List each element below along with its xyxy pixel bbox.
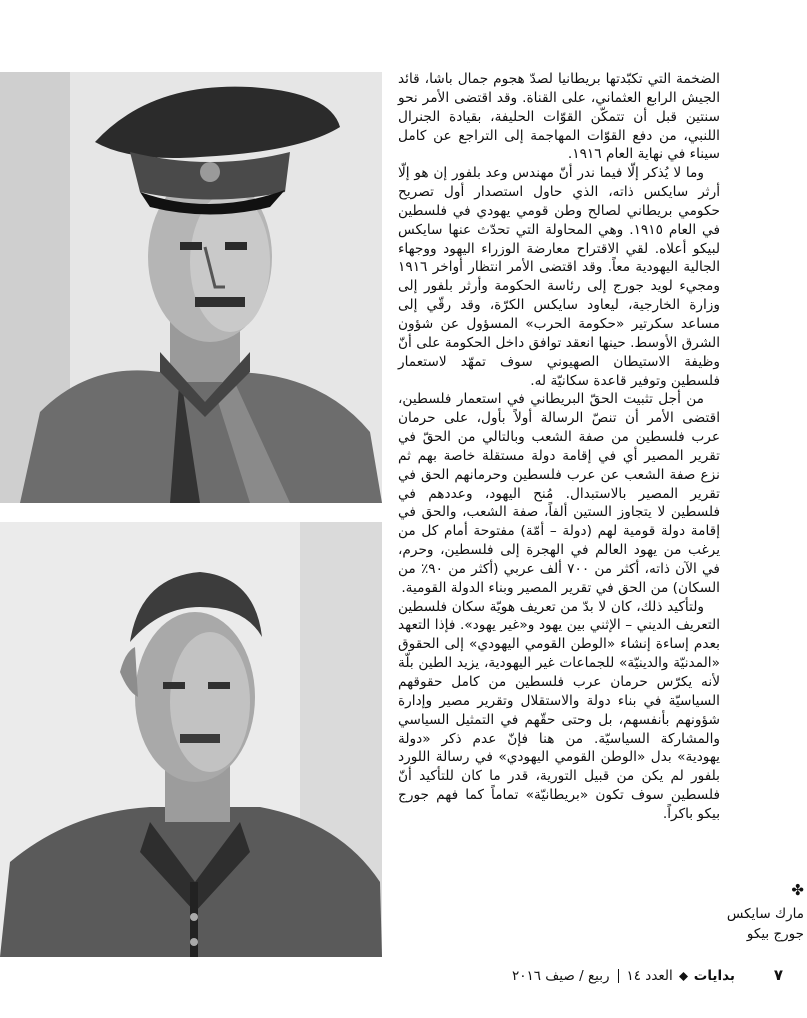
article-paragraph: من أجل تثبيت الحقّ البريطاني في استعمار فلسطين، اقتضى الأمر أن تنصّ الرسالة أولاً بأول، على حرمان عرب فلسطين من صفة الشعب وبالتالي من الحقّ في تقرير المصير أي في إقامة دولة مستقلة خاصة بهم ثم نزع صفة الشعب عن عرب فلسطين وحرمانهم الحق في تقرير المصير بالاستبدال. مُنح اليهود، وعددهم في فلسطين لا يتجاوز الستين ألفاً، صفة الشعب، والحق في إقامة دولة قومية لهم (دولة – أمّة) مفتوحة أمام كل من يرغب من يهود العالم في الهجرة إلى فلسطين، وحرم، في الآن ذاته، أكثر من ٧٠٠ ألف عربي (أكثر من ٩٠٪ من السكان) من الحق في تقرير المصير وبناء الدولة القومية. <box>398 391 720 596</box>
issue-season: ربيع / صيف ٢٠١٦ <box>512 968 610 984</box>
diamond-separator-icon <box>679 972 688 981</box>
portrait-halftone-top <box>0 72 382 503</box>
caption-line-picot: جورج بيكو <box>746 926 804 942</box>
article-paragraph: وما لا يُذكر إلّا فيما ندر أنّ مهندس وعد بلفور إن هو إلّا أرثر سايكس ذاته، الذي حاول استصدار أول تصريح حكومي بريطاني لصالح وطن قومي يهودي في فلسطين في العام ١٩١٥. وهي المحاولة التي تحدّث عنها سايكس لبيكو أعلاه. لقي الاقتراح معارضة الوزراء اليهود ووجهاء الجالية اليهودية معاً. وقد اقتضى الأمر انتظار أواخر ١٩١٦ ومجيء لويد جورج إلى رئاسة الحكومة وأرثر بلفور إلى وزارة الخارجية، ليعاود سايكس الكرّة، وقد رقّي إلى مساعد سكرتير «حكومة الحرب» المسؤول عن شؤون الشرق الأوسط. حينها انعقد توافق داخل الحكومة على أنّ وظيفة الاستيطان الصهيوني سوف تمهّد لاستعمار فلسطين وتوفير قاعدة سكانيّة له. <box>398 165 721 389</box>
page-number: ٧ <box>773 966 783 984</box>
fleuron-marker-icon: ✤ <box>791 881 804 899</box>
issue-number: العدد ١٤ <box>626 968 673 984</box>
caption-line-sykes: مارك سايكس <box>726 906 804 922</box>
footer-divider <box>618 969 619 983</box>
article-paragraph: ولتأكيد ذلك، كان لا بدّ من تعريف هويّة سكان فلسطين التعريف الديني – الإثني بين يهود و«غير يهود». فإذا التعهد بعدم إساءة إنشاء «الوطن القومي اليهودي» إلى الحقوق «المدنيّة والدينيّة» للجماعات غير اليهودية، يزيد الطين بلّة لأنه يكرّس حرمان عرب فلسطين من كامل حقوقهم السياسيّة في بناء دولة والاستقلال وتقرير مصير وإدارة شؤونهم بأنفسهم، بل وحتى حقّهم في التمثيل السياسي والمشاركة السياسيّة. من هنا فإنّ عدم ذكر «دولة يهودية» بدل «الوطن القومي اليهودي» في رسالة اللورد بلفور لم يكن من قبيل التورية، قدر ما كان للتأكيد أنّ فلسطين سوف تكون «بريطانيّة» تماماً كما فهم جورج بيكو باكراً. <box>398 598 720 822</box>
article-body <box>398 70 720 940</box>
page-footer <box>512 968 735 984</box>
portrait-halftone-bottom <box>0 522 382 957</box>
journal-name: بدايات <box>693 968 735 984</box>
photo-mark-sykes <box>0 72 382 503</box>
photo-georges-picot <box>0 522 382 957</box>
photo-caption <box>726 880 804 944</box>
article-paragraph: الضخمة التي تكبّدتها بريطانيا لصدّ هجوم جمال باشا، قائد الجيش الرابع العثماني، على القناة. وقد اقتضى الأمر نحو سنتين قبل أن تتمكّن القوّات الحليفة، بقيادة الجنرال اللنبي، من دفع القوّات المهاجمة إلى التراجع عن كامل سيناء في نهاية العام ١٩١٦. <box>398 71 720 163</box>
